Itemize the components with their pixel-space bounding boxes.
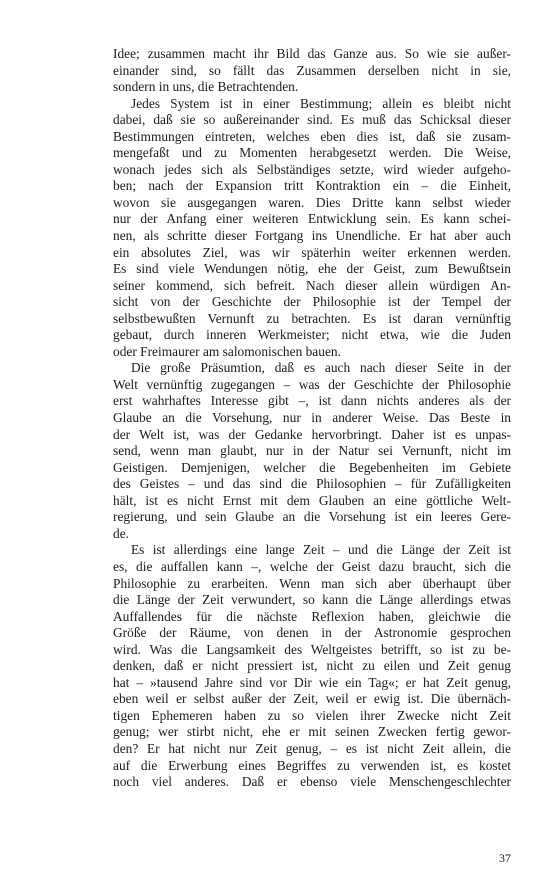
text-line: gebaut, durch inneren Werkmeister; nicht etwa, wie die Juden (113, 327, 511, 343)
text-line: nur der Anfang einer weiteren Entwicklung sein. Es kann schei- (113, 211, 511, 227)
text-line: die Länge der Zeit verwundert, so kann die Länge allerdings etwas (113, 592, 511, 608)
text-line: eben weil er selbst außer der Zeit, weil er ewig ist. Die übernäch- (113, 691, 511, 707)
text-line: ben; nach der Expansion tritt Kontraktion ein – die Einheit, (113, 178, 511, 194)
text-line: Idee; zusammen macht ihr Bild das Ganze aus. So wie sie außer- (113, 46, 511, 61)
text-line: genug; wer stirbt nicht, ehe er mit seinen Zwecken fertig gewor- (113, 724, 511, 740)
text-line: es, die auffallen kann –, welche der Geist dazu braucht, sich die (113, 558, 511, 574)
text-line: nen, als schritte dieser Fortgang ins Unendliche. Er hat aber auch (113, 228, 511, 244)
text-line: Größe der Räume, von denen in der Astronomie gesprochen (113, 625, 511, 641)
text-line: sicht von der Geschichte der Philosophie ist der Tempel der (113, 294, 511, 310)
text-line: ein absolutes Ziel, was wir späterhin weiter erkennen werden. (113, 244, 511, 260)
text-line: der Welt ist, was der Gedanke hervorbringt. Daher ist es unpas- (113, 426, 511, 442)
text-line: einander sind, so fällt das Zusammen derselben nicht in sie, (113, 62, 511, 78)
text-line: Glaube an die Vorsehung, nur in anderer Weise. Das Beste in (113, 410, 511, 426)
text-line: hält, ist es nicht Ernst mit dem Glauben an eine göttliche Welt- (113, 492, 511, 508)
text-line: Es sind viele Wendungen nötig, ehe der Geist, zum Bewußtsein (113, 261, 511, 277)
body-text (113, 46, 511, 791)
text-line: wird. Was die Langsamkeit des Weltgeistes betrifft, so ist zu be- (113, 641, 511, 657)
text-line: seiner kommend, sich befreit. Nach dieser allein würdigen An- (113, 277, 511, 293)
text-line: sondern in uns, die Betrachtenden. (113, 79, 299, 95)
text-line: Bestimmungen eintreten, welches eben dies ist, daß sie zusam- (113, 128, 511, 144)
text-line: Die große Präsumtion, daß es auch nach dieser Seite in der (131, 360, 511, 376)
text-line: wovon sie ausgegangen waren. Dies Dritte kann selbst wieder (113, 194, 511, 210)
text-line: des Geistes – und das sind die Philosophien – für Zufälligkeiten (113, 476, 511, 492)
page-number: 37 (499, 851, 511, 865)
text-line: hat – »tausend Jahre sind vor Dir wie ein Tag«; er hat Zeit genug, (113, 674, 511, 690)
text-line: tigen Ephemeren haben zu so vielen ihrer Zwecke nicht Zeit (113, 707, 511, 723)
text-line: mengefaßt und zu Momenten herabgesetzt werden. Die Weise, (113, 145, 511, 161)
text-line: wonach jedes sich als Selbständiges setzte, wird wieder aufgeho- (113, 161, 511, 177)
text-line: selbstbewußten Vernunft zu betrachten. Es ist daran vernünftig (113, 310, 511, 326)
text-line: Jedes System ist in einer Bestimmung; allein es bleibt nicht (131, 95, 511, 111)
text-line: auf die Erwerbung eines Begriffes zu verwenden ist, es kostet (113, 757, 511, 773)
text-line: dabei, daß sie so außereinander sind. Es muß das Schicksal dieser (113, 112, 511, 128)
text-line: Welt vernünftig zugegangen – was der Geschichte der Philosophie (113, 376, 511, 392)
text-line: den? Er hat nicht nur Zeit genug, – es ist nicht Zeit allein, die (113, 740, 511, 756)
text-line: regierung, und sein Glaube an die Vorsehung ist ein leeres Gere- (113, 509, 511, 525)
text-line: denken, daß er nicht pressiert ist, nicht zu eilen und Zeit genug (113, 658, 511, 674)
text-line: noch viel anderes. Daß er ebenso viele Menschengeschlechter (113, 774, 511, 790)
text-line: oder Freimaurer am salomonischen bauen. (113, 343, 341, 359)
text-line: Es ist allerdings eine lange Zeit – und die Länge der Zeit ist (131, 542, 511, 558)
text-line: de. (113, 525, 129, 541)
text-line: Auffallendes für die nächste Reflexion haben, gleichwie die (113, 608, 511, 624)
text-line: Geistigen. Demjenigen, welcher die Begebenheiten im Gebiete (113, 459, 511, 475)
text-line: erst wahrhaftes Interesse gibt –, ist dann nichts anderes als der (113, 393, 511, 409)
text-line: Philosophie zu erarbeiten. Wenn man sich aber überhaupt über (113, 575, 511, 591)
text-line: send, wenn man glaubt, nur in der Natur sei Vernunft, nicht im (113, 443, 511, 459)
